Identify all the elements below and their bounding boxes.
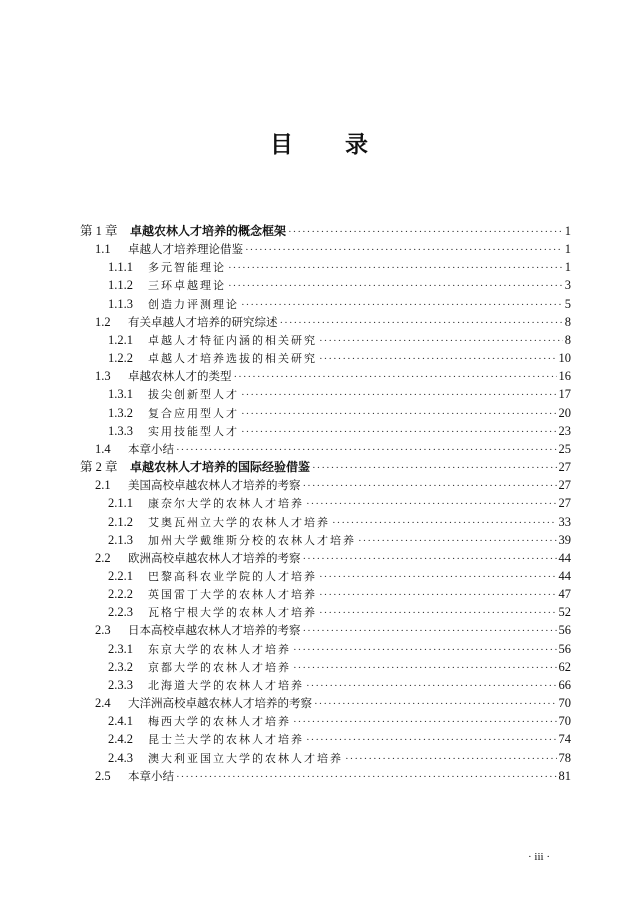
dot-leader [303,477,557,495]
entry-title: 本章小结 [128,768,174,783]
dot-leader [319,332,563,350]
entry-number: 1.1.3 [108,296,133,311]
entry-number: 2.3.1 [108,641,133,656]
entry-page: 16 [558,369,571,384]
entry-number: 2.4.2 [108,732,133,747]
toc-section-entry[interactable] [80,476,571,494]
dot-leader [303,622,557,640]
toc-section-entry[interactable] [80,531,571,549]
entry-title: 昆士兰大学的农林人才培养 [148,733,304,747]
entry-page: 81 [558,768,571,783]
entry-page: 1 [564,224,571,238]
entry-number: 1.3 [95,369,111,384]
entry-number: 2.1.2 [108,514,133,529]
entry-title: 多元智能理论 [148,261,226,275]
entry-title: 卓越农林人才培养的概念框架 [130,224,287,238]
entry-page: 17 [558,387,571,402]
entry-title: 北海道大学的农林人才培养 [148,678,304,692]
entry-page: 52 [558,605,571,620]
entry-title: 澳大利亚国立大学的农林人才培养 [148,751,343,765]
entry-page: 62 [558,659,571,674]
entry-title: 瓦格宁根大学的农林人才培养 [148,606,317,620]
toc-chapter-entry[interactable] [80,222,571,240]
entry-title: 卓越农林人才培养的国际经验借鉴 [130,460,311,475]
entry-page: 20 [558,405,571,420]
toc-section-entry[interactable] [80,658,571,676]
entry-page: 27 [558,478,571,493]
entry-page: 27 [558,496,571,511]
toc-section-entry[interactable] [80,440,571,458]
dot-leader [245,241,563,259]
dot-leader [358,532,557,550]
entry-title: 卓越人才培养理论借鉴 [128,242,243,257]
dot-leader [319,350,557,368]
dot-leader [241,405,557,423]
dot-leader [293,641,557,659]
toc-section-entry[interactable] [80,676,571,694]
entry-title: 巴黎高科农业学院的人才培养 [148,569,317,583]
entry-page: 27 [558,460,571,475]
toc-section-entry[interactable] [80,331,571,349]
entry-title: 英国雷丁大学的农林人才培养 [148,588,317,602]
entry-title: 京都大学的农林人才培养 [148,660,291,674]
entry-page: 39 [558,532,571,547]
entry-page: 8 [564,314,571,329]
toc-section-entry[interactable] [80,567,571,585]
dot-leader [306,677,557,695]
dot-leader [241,386,557,404]
entry-title: 本章小结 [128,441,174,456]
toc-section-entry[interactable] [80,603,571,621]
toc-section-entry[interactable] [80,349,571,367]
toc-section-entry[interactable] [80,494,571,512]
entry-number: 2.4.1 [108,714,133,729]
toc-section-entry[interactable] [80,730,571,748]
entry-title: 艾奥瓦州立大学的农林人才培养 [148,515,330,529]
entry-number: 第 1 章 [80,224,118,238]
entry-page: 56 [558,641,571,656]
entry-number: 1.3.1 [108,387,133,402]
entry-number: 1.1.1 [108,260,133,275]
toc-chapter-entry[interactable] [80,458,571,476]
toc-section-entry[interactable] [80,295,571,313]
toc-section-entry[interactable] [80,749,571,767]
entry-page: 10 [558,351,571,366]
toc-section-entry[interactable] [80,513,571,531]
entry-page: 23 [558,423,571,438]
entry-page: 5 [564,296,571,311]
entry-title: 创造力评测理论 [148,297,239,311]
entry-title: 拔尖创新型人才 [148,388,239,402]
entry-number: 2.1 [95,478,111,493]
entry-title: 日本高校卓越农林人才培养的考察 [128,623,301,638]
dot-leader [280,314,563,332]
toc-section-entry[interactable] [80,585,571,603]
entry-number: 1.3.3 [108,423,133,438]
entry-title: 大洋洲高校卓越农林人才培养的考察 [128,696,312,711]
entry-title: 美国高校卓越农林人才培养的考察 [128,478,301,493]
entry-number: 1.2.2 [108,351,133,366]
entry-title: 卓越农林人才的类型 [128,369,232,384]
dot-leader [312,459,556,477]
entry-number: 2.1.1 [108,496,133,511]
entry-page: 70 [558,714,571,729]
entry-number: 1.3.2 [108,405,133,420]
toc-section-entry[interactable] [80,258,571,276]
entry-number: 1.4 [95,441,111,456]
dot-leader [319,586,557,604]
entry-page: 44 [558,568,571,583]
entry-number: 2.2.2 [108,587,133,602]
page-title: 目录 [270,132,420,158]
dot-leader [332,514,557,532]
entry-page: 44 [558,550,571,565]
entry-page: 1 [564,242,571,257]
page-number-footer: · iii · [528,851,550,863]
toc-section-entry[interactable] [80,422,571,440]
table-of-contents [80,222,571,785]
entry-title: 康奈尔大学的农林人才培养 [148,497,304,511]
entry-title: 复合应用型人才 [148,406,239,420]
entry-number: 2.3 [95,623,111,638]
toc-section-entry[interactable] [80,240,571,258]
entry-page: 56 [558,623,571,638]
dot-leader [234,368,557,386]
entry-title: 实用技能型人才 [148,424,239,438]
dot-leader [293,713,557,731]
toc-section-entry[interactable] [80,404,571,422]
toc-section-entry[interactable] [80,367,571,385]
dot-leader [176,768,557,786]
entry-number: 1.1.2 [108,278,133,293]
entry-page: 33 [558,514,571,529]
entry-number: 2.3.3 [108,677,133,692]
entry-title: 有关卓越人才培养的研究综述 [128,314,278,329]
dot-leader [314,695,557,713]
entry-page: 25 [558,441,571,456]
dot-leader [319,604,557,622]
dot-leader [228,277,563,295]
entry-title: 梅西大学的农林人才培养 [148,715,291,729]
dot-leader [345,750,557,768]
dot-leader [241,296,563,314]
entry-page: 66 [558,677,571,692]
dot-leader [293,659,557,677]
entry-title: 东京大学的农林人才培养 [148,642,291,656]
entry-page: 8 [564,332,571,347]
entry-page: 74 [558,732,571,747]
dot-leader [319,568,557,586]
entry-title: 卓越人才培养选拔的相关研究 [148,352,317,366]
entry-number: 2.1.3 [108,532,133,547]
entry-page: 78 [558,750,571,765]
dot-leader [241,423,557,441]
entry-number: 1.2.1 [108,332,133,347]
entry-number: 第 2 章 [80,460,118,475]
entry-title: 三环卓越理论 [148,279,226,293]
entry-number: 2.5 [95,768,111,783]
entry-number: 2.4 [95,696,111,711]
toc-section-entry[interactable] [80,385,571,403]
entry-page: 70 [558,696,571,711]
entry-page: 3 [564,278,571,293]
dot-leader [306,495,557,513]
dot-leader [306,731,557,749]
entry-title: 欧洲高校卓越农林人才培养的考察 [128,550,301,565]
entry-number: 1.1 [95,242,111,257]
entry-page: 47 [558,587,571,602]
entry-title: 卓越人才特征内涵的相关研究 [148,333,317,347]
entry-title: 加州大学戴维斯分校的农林人才培养 [148,533,356,547]
dot-leader [303,550,557,568]
entry-number: 2.2.3 [108,605,133,620]
entry-number: 2.2 [95,550,111,565]
toc-section-entry[interactable] [80,694,571,712]
entry-number: 2.2.1 [108,568,133,583]
dot-leader [176,441,557,459]
entry-page: 1 [564,260,571,275]
entry-number: 1.2 [95,314,111,329]
toc-section-entry[interactable] [80,276,571,294]
toc-section-entry[interactable] [80,621,571,639]
toc-section-entry[interactable] [80,313,571,331]
toc-section-entry[interactable] [80,712,571,730]
toc-section-entry[interactable] [80,549,571,567]
dot-leader [228,259,563,277]
entry-number: 2.3.2 [108,659,133,674]
toc-section-entry[interactable] [80,767,571,785]
entry-number: 2.4.3 [108,750,133,765]
toc-section-entry[interactable] [80,640,571,658]
dot-leader [288,223,563,241]
